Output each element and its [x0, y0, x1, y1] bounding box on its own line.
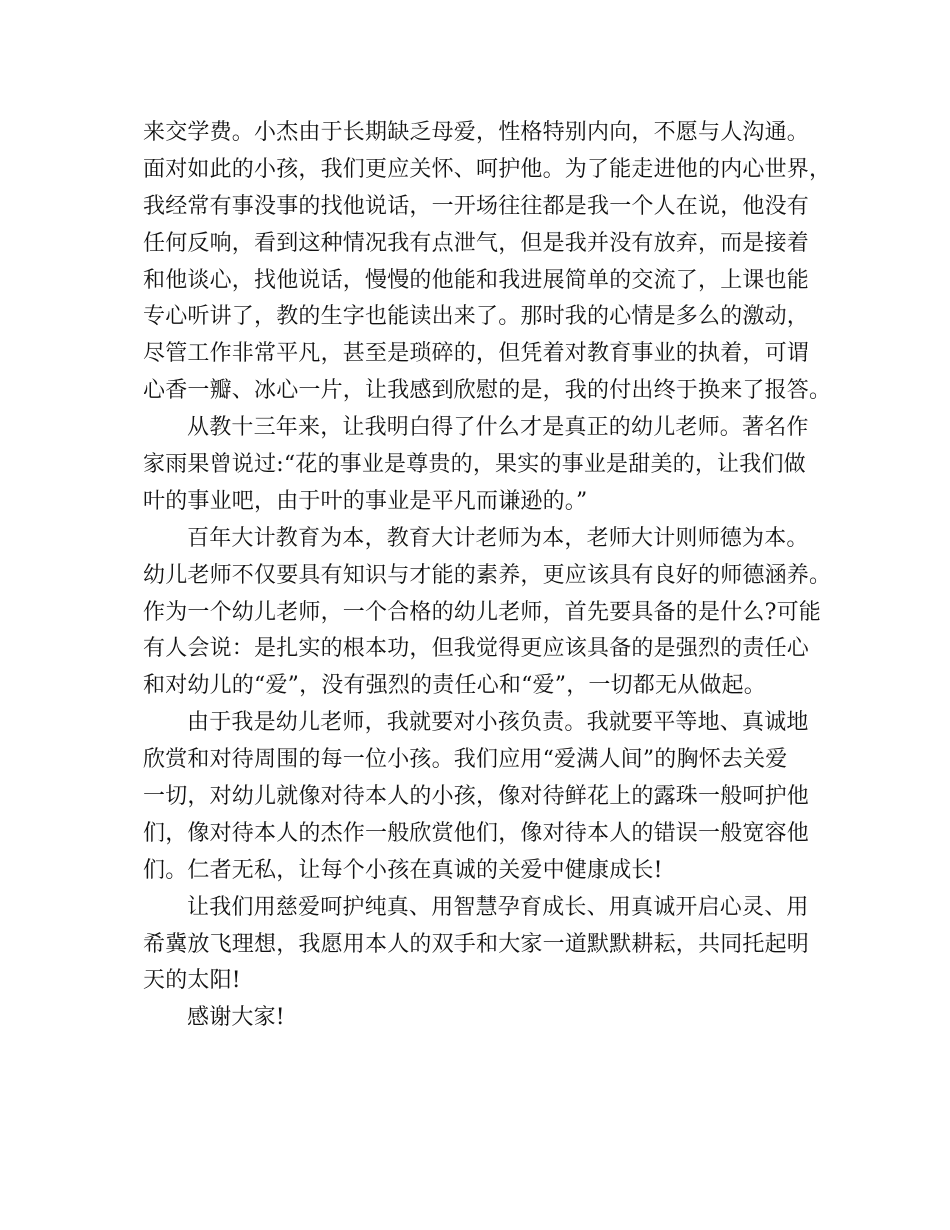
text-line: 和对幼儿的“爱”，没有强烈的责任心和“爱”，一切都无从做起。	[143, 673, 766, 699]
text-line: 来交学费。小杰由于长期缺乏母爱，性格特别内向，不愿与人沟通。	[143, 120, 810, 145]
text-line: 欣赏和对待周围的每一位小孩。我们应用“爱满人间”的胸怀去关爱	[143, 747, 788, 773]
paragraph-start-line: 让我们用慈爱呵护纯真、用智慧孕育成长、用真诚开启心灵、用	[187, 894, 809, 920]
text-line: 幼儿老师不仅要具有知识与才能的素养，更应该具有良好的师德涵养。	[143, 562, 832, 588]
text-line: 们。仁者无私，让每个小孩在真诚的关爱中健康成长!	[143, 857, 663, 883]
text-line: 有人会说：是扎实的根本功，但我觉得更应该具备的是强烈的责任心	[143, 636, 810, 662]
text-line: 和他谈心，找他说话，慢慢的他能和我进展简单的交流了，上课也能	[143, 267, 810, 293]
text-line: 尽管工作非常平凡，甚至是琐碎的，但凭着对教育事业的执着，可谓	[143, 341, 810, 367]
text-line: 叶的事业吧，由于叶的事业是平凡而谦逊的。”	[143, 488, 588, 514]
text-line: 心香一瓣、冰心一片，让我感到欣慰的是，我的付出终于换来了报答。	[143, 378, 832, 404]
paragraph-start-line: 从教十三年来，让我明白得了什么才是真正的幼儿老师。著名作	[187, 415, 809, 441]
text-line: 希冀放飞理想，我愿用本人的双手和大家一道默默耕耘，共同托起明	[143, 931, 810, 957]
text-line: 任何反响，看到这种情况我有点泄气，但是我并没有放弃，而是接着	[143, 230, 810, 256]
text-line: 专心听讲了，教的生字也能读出来了。那时我的心情是多么的激动，	[143, 304, 810, 330]
text-line: 天的太阳!	[143, 968, 241, 994]
text-line: 家雨果曾说过:“花的事业是尊贵的，果实的事业是甜美的，让我们做	[143, 452, 806, 478]
text-line: 一切，对幼儿就像对待本人的小孩，像对待鲜花上的露珠一般呵护他	[143, 784, 810, 810]
text-line: 作为一个幼儿老师，一个合格的幼儿老师，首先要具备的是什么?可能	[143, 599, 821, 625]
text-line: 们，像对待本人的杰作一般欣赏他们，像对待本人的错误一般宽容他	[143, 820, 810, 846]
text-line: 我经常有事没事的找他说话，一开场往往都是我一个人在说，他没有	[143, 193, 810, 219]
text-line: 面对如此的小孩，我们更应关怀、呵护他。为了能走进他的内心世界，	[143, 156, 832, 182]
paragraph-start-line: 百年大计教育为本，教育大计老师为本，老师大计则师德为本。	[187, 525, 809, 551]
document-body	[143, 115, 832, 1037]
closing-line: 感谢大家!	[187, 1005, 285, 1031]
paragraph-start-line: 由于我是幼儿老师，我就要对小孩负责。我就要平等地、真诚地	[187, 710, 809, 736]
